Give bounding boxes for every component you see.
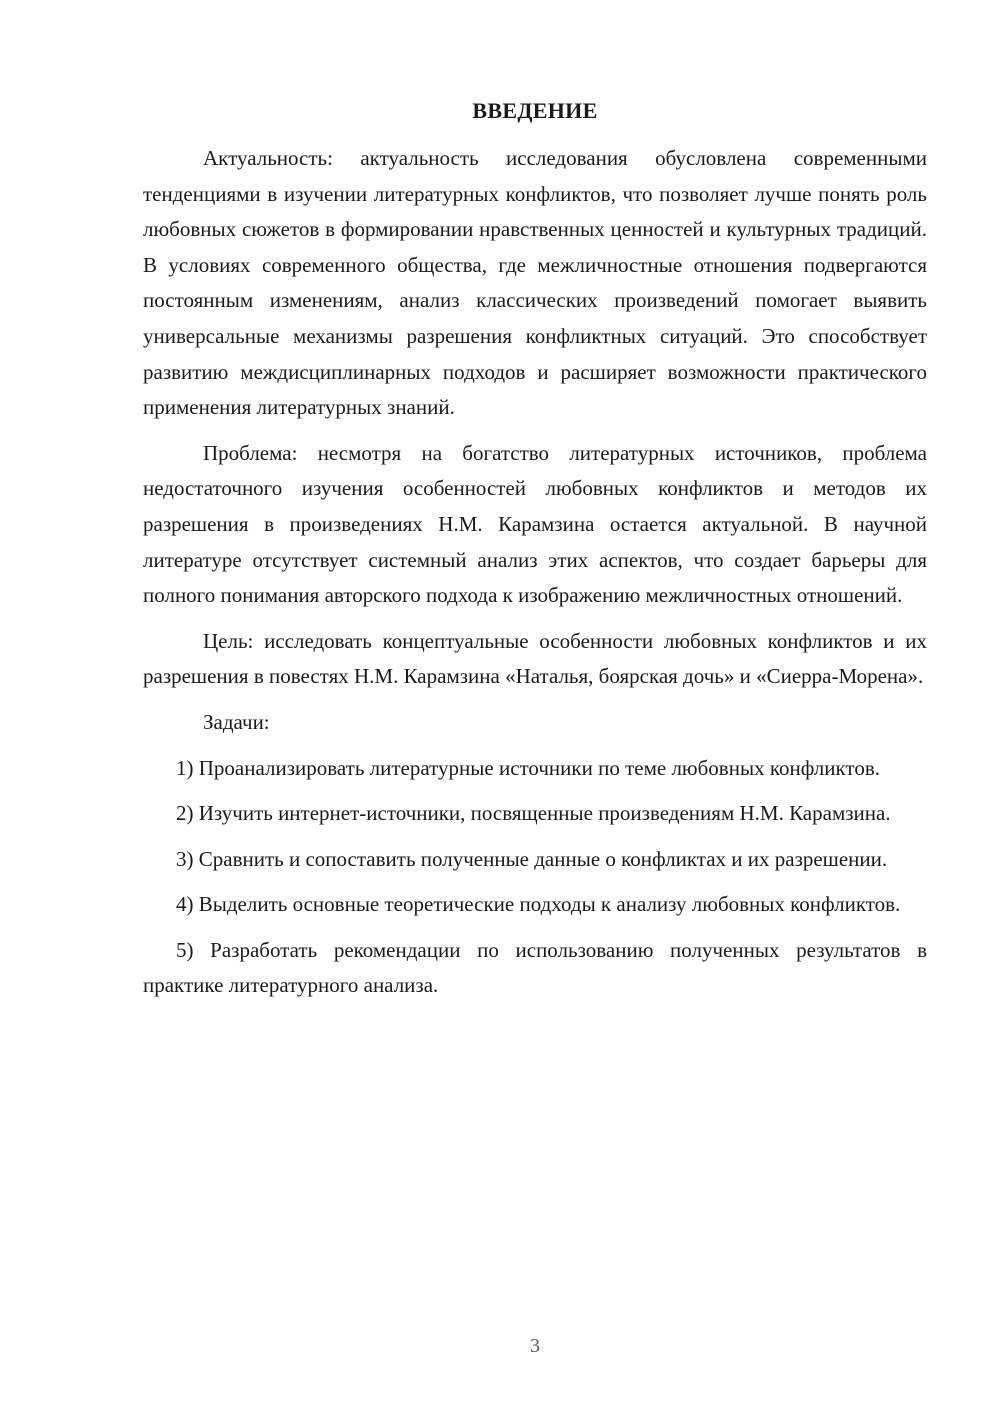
tasks-label: Задачи: (203, 709, 270, 734)
paragraph-problem: Проблема: несмотря на богатство литературных источников, проблема недостаточного изучения особенностей любовных конфликтов и методов их разрешения в произведениях Н.М. Карамзина остается актуальной. В научной литературе отсутствует системный анализ этих аспектов, что создает барьеры для полного понимания авторского подхода к изображению межличностных отношений. (143, 440, 927, 608)
task-item: 4) Выделить основные теоретические подходы к анализу любовных конфликтов. (176, 892, 901, 917)
task-item: 1) Проанализировать литературные источники по теме любовных конфликтов. (176, 755, 880, 780)
task-item: 5) Разработать рекомендации по использованию полученных результатов в практике литературного анализа. (143, 937, 927, 998)
task-item: 2) Изучить интернет-источники, посвященные произведениям Н.М. Карамзина. (176, 801, 891, 826)
task-item: 3) Сравнить и сопоставить полученные данные о конфликтах и их разрешении. (176, 846, 888, 871)
paragraph-goal: Цель: исследовать концептуальные особенности любовных конфликтов и их разрешения в повестях Н.М. Карамзина «Наталья, боярская дочь» и «Сиерра-Морена». (143, 628, 927, 689)
document-body (143, 141, 927, 1004)
section-heading: ВВЕДЕНИЕ (472, 98, 598, 123)
page-number: 3 (530, 1335, 540, 1357)
paragraph-relevance: Актуальность: актуальность исследования обусловлена современными тенденциями в изучении литературных конфликтов, что позволяет лучше понять роль любовных сюжетов в формировании нравственных ценностей и культурных традиций. В условиях современного общества, где межличностные отношения подвергаются постоянным изменениям, анализ классических произведений помогает выявить универсальные механизмы разрешения конфликтных ситуаций. Это способствует развитию междисциплинарных подходов и расширяет возможности практического применения литературных знаний. (143, 146, 927, 420)
